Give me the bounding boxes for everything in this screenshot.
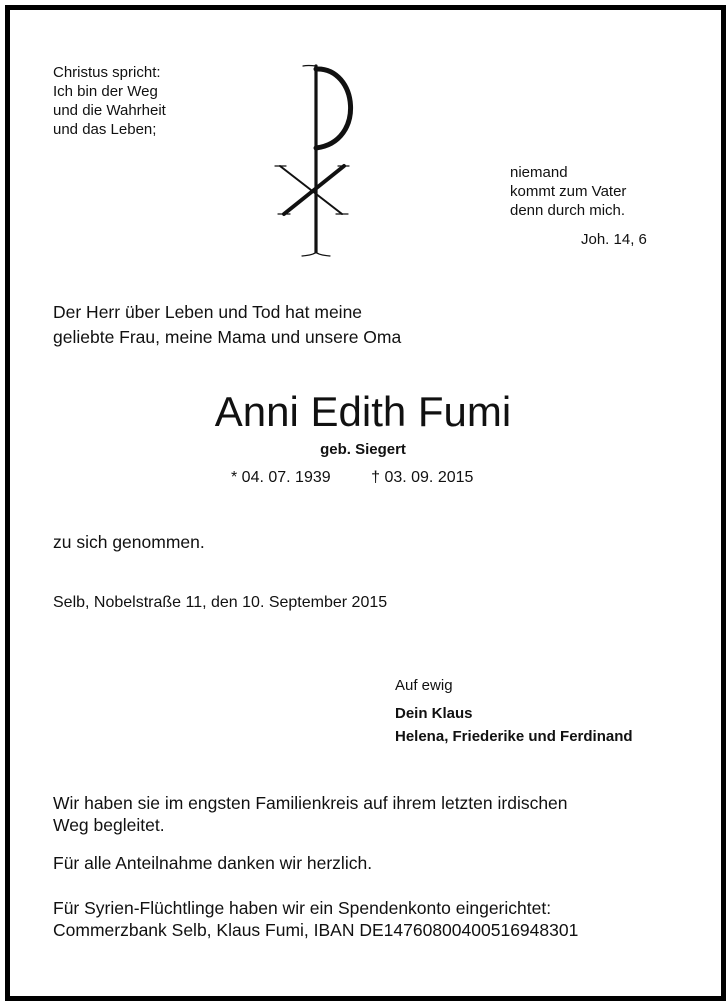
life-dates [231,469,473,487]
notice-border [5,5,726,1001]
verse-line: Ich bin der Weg [53,83,158,100]
thanks-text: Für alle Anteilnahme danken wir herzlich. [53,853,373,873]
signer-name: Dein Klaus [395,705,473,722]
place-and-date: Selb, Nobelstraße 11, den 10. September 2015 [53,594,388,611]
signature-intro: Auf ewig [395,677,453,694]
verse-line: und die Wahrheit [53,102,166,119]
verse-line: denn durch mich. [510,202,626,219]
verse-line: Christus spricht: [53,64,161,81]
death-date: † 03. 09. 2015 [371,469,474,486]
donation-line: Commerzbank Selb, Klaus Fumi, IBAN DE14760800400516948301 [53,920,579,940]
donation-info [53,897,578,941]
notice-line: Weg begleitet. [53,815,165,835]
chi-rho-icon [272,62,362,262]
verse-reference: Joh. 14, 6 [581,231,647,248]
verse-line: kommt zum Vater [510,183,627,200]
verse-line: niemand [510,164,568,181]
birth-date: * 04. 07. 1939 [231,469,331,486]
intro-line: geliebte Frau, meine Mama und unsere Oma [53,327,402,347]
taken-text: zu sich genommen. [53,532,205,552]
deceased-name: Anni Edith Fumi [214,388,512,435]
maiden-name: geb. Siegert [320,441,406,458]
bible-verse-right [510,163,626,220]
intro-line: Der Herr über Leben und Tod hat meine [53,302,363,322]
donation-line: Für Syrien-Flüchtlinge haben wir ein Spendenkonto eingerichtet: [53,898,552,918]
burial-notice [53,792,568,836]
verse-line: und das Leben; [53,121,157,138]
signer-name: Helena, Friederike und Ferdinand [395,728,633,745]
notice-line: Wir haben sie im engsten Familienkreis auf ihrem letzten irdischen [53,793,568,813]
bible-verse-left [53,63,166,139]
announcement-intro [53,300,401,350]
